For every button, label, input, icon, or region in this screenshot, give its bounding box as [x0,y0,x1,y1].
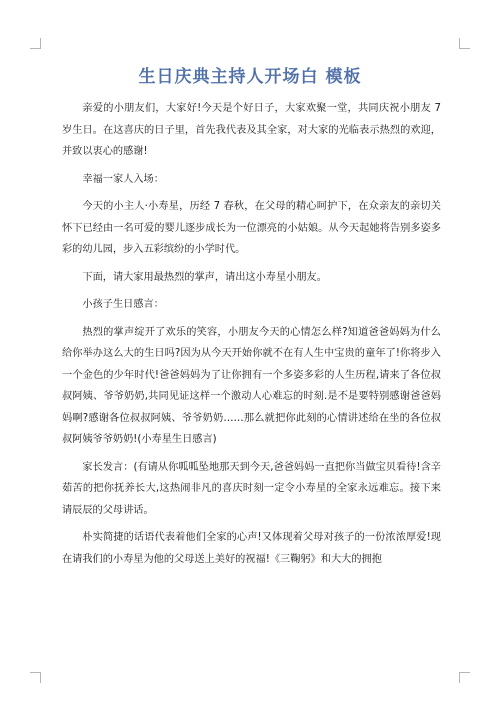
paragraph-family-entrance: 幸福一家人入场： [82,173,164,185]
paragraph-introduction: 今天的小主人·小寿星，历经 7 春秋，在父母的精心呵护下，在众亲友的亲切关怀下已经由一名可爱的婴儿逐步成长为一位漂亮的小姑娘。从今天起她将告别多姿多彩的幼儿园，步入五彩缤纷的小学时代。 [62,201,441,255]
crop-mark-top-right [459,38,470,49]
paragraph-applause: 下面，请大家用最热烈的掌声，请出这小寿星小朋友。 [82,271,327,283]
paragraph-parent-speech: 家长发言：(有请从你呱呱坠地那天到今天,爸爸妈妈一直把你当做宝贝看待!含辛茹苦的把你抚养长大,这热闹非凡的喜庆时刻一定令小寿星的全家永远难忘。接下来请辰辰的父母讲话。 [62,461,441,516]
crop-mark-top-left [30,38,41,49]
crop-mark-bottom-left [30,672,41,683]
document-title: 生日庆典主持人开场白 模板 [138,67,362,87]
document-body [62,98,441,576]
crop-mark-bottom-right [459,672,470,683]
paragraph-child-speech-heading: 小孩子生日感言： [82,299,164,310]
paragraph-child-speech: 热烈的掌声绽开了欢乐的笑容，小朋友今天的心情怎么样?知道爸爸妈妈为什么给你举办这么大的生日吗?因为从今天开始你就不在有人生中宝贵的童年了!你将步入一个金色的少年时代!爸爸妈妈为了让你拥有一个多姿多彩的人生历程,请来了各位叔叔阿姨、爷爷奶奶,共同见证这样一个激动人心难忘的时刻.是不是要特别感谢爸爸妈妈啊?感谢各位叔叔阿姨、爷爷奶奶……那么就把你此刻的心情讲述给在坐的各位叔叔阿姨爷爷奶奶!(小寿星生日感言) [62,326,441,445]
paragraph-greeting: 亲爱的小朋友们，大家好!今天是个好日子，大家欢聚一堂，共同庆祝小朋友 7 岁生日。在这喜庆的日子里，首先我代表及其全家，对大家的光临表示热烈的欢迎，并致以衷心的感谢! [62,103,441,157]
paragraph-closing: 朴实简捷的话语代表着他们全家的心声!又体现着父母对孩子的一份浓浓厚爱!现在请我们的小寿星为他的父母送上美好的祝福!《三鞠躬》和大大的拥抱 [62,532,441,565]
